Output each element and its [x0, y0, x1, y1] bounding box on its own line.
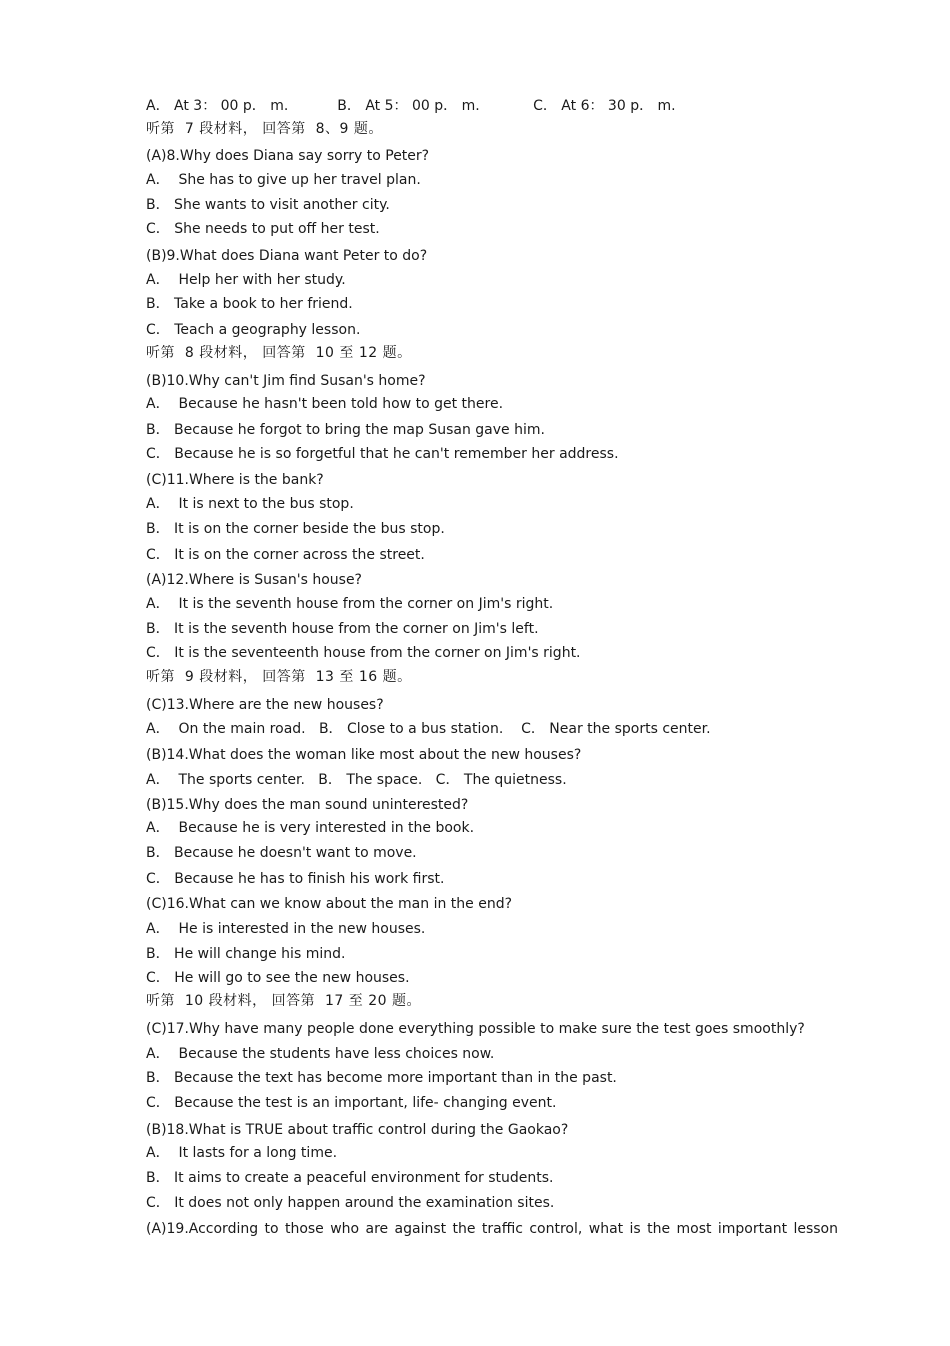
option-9b: B． Take a book to her friend. [146, 296, 353, 312]
option-8a: A． She has to give up her travel plan. [146, 172, 421, 188]
question-18: (B)18.What is TRUE about traffic control during the Gaokao? [146, 1122, 569, 1138]
question-11: (C)11.Where is the bank? [146, 472, 324, 488]
question-13: (C)13.Where are the new houses? [146, 697, 384, 713]
question-17: (C)17.Why have many people done everything possible to make sure the test goes smoothly? [146, 1021, 805, 1037]
options-13: A． On the main road. B． Close to a bus station. C． Near the sports center. [146, 721, 711, 737]
option-12b: B． It is the seventh house from the corner on Jim's left. [146, 621, 539, 637]
section-heading-9: 听第 9 段材料， 回答第 13 至 16 题。 [146, 669, 412, 685]
option-18c: C． It does not only happen around the examination sites. [146, 1195, 555, 1211]
option-10b: B． Because he forgot to bring the map Susan gave him. [146, 422, 545, 438]
question-16: (C)16.What can we know about the man in the end? [146, 896, 513, 912]
section-heading-7: 听第 7 段材料， 回答第 8、9 题。 [146, 121, 383, 137]
section-heading-10: 听第 10 段材料， 回答第 17 至 20 题。 [146, 993, 421, 1009]
option-9a: A． Help her with her study. [146, 272, 346, 288]
option-16c: C． He will go to see the new houses. [146, 970, 410, 986]
option-8b: B． She wants to visit another city. [146, 197, 390, 213]
question-9: (B)9.What does Diana want Peter to do? [146, 248, 428, 264]
option-11b: B． It is on the corner beside the bus stop. [146, 521, 445, 537]
option-10a: A． Because he hasn't been told how to get there. [146, 396, 504, 412]
option-15a: A． Because he is very interested in the book. [146, 820, 475, 836]
question-19: (A)19.According to those who are against the traffic control, what is the most important lesson [146, 1221, 838, 1237]
option-10c: C． Because he is so forgetful that he can't remember her address. [146, 446, 619, 462]
option-12c: C． It is the seventeenth house from the corner on Jim's right. [146, 645, 581, 661]
option-17b: B． Because the text has become more important than in the past. [146, 1070, 617, 1086]
option-11c: C． It is on the corner across the street. [146, 547, 425, 563]
option-15c: C． Because he has to finish his work first. [146, 871, 445, 887]
option-18a: A． It lasts for a long time. [146, 1145, 338, 1161]
option-9c: C． Teach a geography lesson. [146, 322, 361, 338]
section-heading-8: 听第 8 段材料， 回答第 10 至 12 题。 [146, 345, 412, 361]
question-15: (B)15.Why does the man sound uninterested? [146, 797, 469, 813]
option-17c: C． Because the test is an important, life- changing event. [146, 1095, 557, 1111]
question-14: (B)14.What does the woman like most about the new houses? [146, 747, 582, 763]
option-15b: B． Because he doesn't want to move. [146, 845, 417, 861]
question-10: (B)10.Why can't Jim find Susan's home? [146, 373, 426, 389]
question-12: (A)12.Where is Susan's house? [146, 572, 362, 588]
question-8: (A)8.Why does Diana say sorry to Peter? [146, 148, 430, 164]
option-12a: A． It is the seventh house from the corner on Jim's right. [146, 596, 554, 612]
option-16a: A． He is interested in the new houses. [146, 921, 426, 937]
question-7-options: A． At 3： 00 p． m. B． At 5： 00 p． m. C． At 6： 30 p． m. [146, 98, 676, 114]
option-11a: A． It is next to the bus stop. [146, 496, 354, 512]
option-16b: B． He will change his mind. [146, 946, 346, 962]
option-8c: C． She needs to put off her test. [146, 221, 380, 237]
option-17a: A． Because the students have less choices now. [146, 1046, 495, 1062]
options-14: A． The sports center. B． The space. C． The quietness. [146, 772, 567, 788]
option-18b: B． It aims to create a peaceful environment for students. [146, 1170, 554, 1186]
